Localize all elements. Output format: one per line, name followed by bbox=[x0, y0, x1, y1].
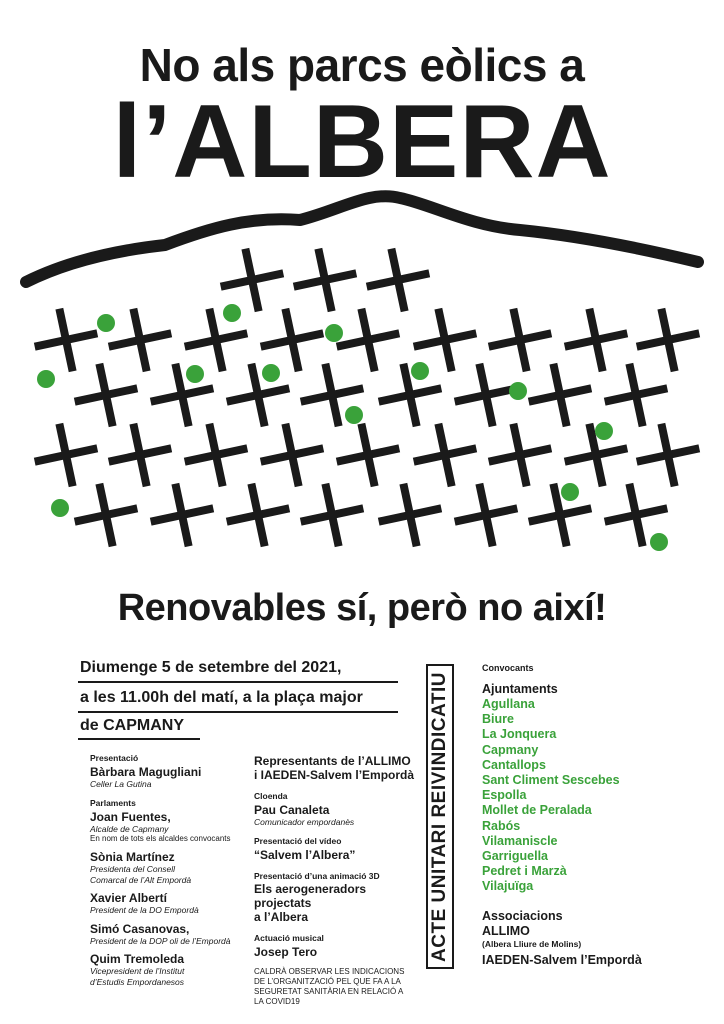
green-dot bbox=[595, 422, 613, 440]
label-presentacio: Presentació bbox=[90, 753, 139, 763]
turbine-cross bbox=[330, 417, 406, 493]
turbine-cross bbox=[214, 242, 290, 318]
turbine-cross bbox=[68, 357, 144, 433]
role-speaker-3: President de la DO Empordà bbox=[90, 905, 199, 915]
turbine-cross bbox=[102, 302, 178, 378]
covid-notice-2: DE L’ORGANITZACIÓ PEL QUE FA A LA bbox=[254, 976, 401, 986]
program-left bbox=[90, 744, 260, 993]
turbine-cross bbox=[630, 417, 706, 493]
vertical-label: ACTE UNITARI REIVINDICATIU bbox=[429, 671, 450, 962]
ajuntament-item: Rabós bbox=[482, 818, 521, 833]
vertical-label-box bbox=[426, 664, 454, 969]
turbine-cross bbox=[522, 357, 598, 433]
ajuntament-item: Mollet de Peralada bbox=[482, 803, 592, 818]
green-dot bbox=[345, 406, 363, 424]
ajuntaments-list bbox=[482, 697, 712, 895]
name-speaker-5: Quim Tremoleda bbox=[90, 952, 185, 966]
name-speaker-3: Xavier Albertí bbox=[90, 891, 167, 905]
name-musica: Josep Tero bbox=[254, 944, 318, 959]
ajuntament-item: La Jonquera bbox=[482, 727, 557, 742]
label-video: Presentació del vídeo bbox=[254, 836, 342, 846]
event-time-place: a les 11.00h del matí, a la plaça major bbox=[80, 689, 363, 706]
assoc-iaeden: IAEDEN-Salvem l’Empordà bbox=[482, 952, 642, 967]
event-town: de CAPMANY bbox=[80, 717, 185, 734]
program-middle bbox=[254, 754, 424, 1013]
green-dot bbox=[650, 533, 668, 551]
mountain-ridge bbox=[26, 196, 698, 282]
turbine-cross bbox=[372, 357, 448, 433]
name-speaker-2: Sònia Martínez bbox=[90, 850, 175, 864]
green-dot bbox=[97, 314, 115, 332]
turbine-cross bbox=[254, 417, 330, 493]
event-date: Diumenge 5 de setembre del 2021, bbox=[80, 659, 342, 676]
role-speaker-1: Alcalde de Capmany bbox=[90, 823, 169, 834]
label-convocants: Convocants bbox=[482, 663, 534, 673]
ajuntament-item: Garriguella bbox=[482, 849, 548, 864]
role-speaker-5a: Vicepresident de l’Institut bbox=[90, 966, 185, 976]
role-speaker-4: President de la DOP oli de l’Empordà bbox=[90, 935, 231, 946]
role-speaker-2b: Comarcal de l’Alt Empordà bbox=[90, 874, 192, 885]
green-dot bbox=[411, 362, 429, 380]
turbine-cross bbox=[220, 477, 296, 553]
mountain-turbines-illustration bbox=[0, 190, 724, 570]
label-cloenda: Cloenda bbox=[254, 791, 288, 801]
convocants-column bbox=[482, 662, 712, 968]
name-cloenda: Pau Canaleta bbox=[254, 802, 330, 817]
green-dot bbox=[509, 382, 527, 400]
name-speaker-4: Simó Casanovas, bbox=[90, 921, 190, 936]
reps-line-2: i IAEDEN-Salvem l’Empordà bbox=[254, 768, 415, 782]
ajuntament-item: Vilamaniscle bbox=[482, 833, 558, 848]
turbine-cross bbox=[630, 302, 706, 378]
green-dot bbox=[186, 365, 204, 383]
green-dot bbox=[51, 499, 69, 517]
slogan: Renovables sí, però no així! bbox=[117, 587, 607, 629]
turbine-cross bbox=[482, 417, 558, 493]
ajuntament-item: Sant Climent Sescebes bbox=[482, 773, 620, 788]
ajuntament-item: Pedret i Marzà bbox=[482, 864, 567, 879]
turbine-cross bbox=[522, 477, 598, 553]
label-animacio: Presentació d’una animació 3D bbox=[254, 870, 380, 881]
ajuntament-item: Capmany bbox=[482, 742, 539, 757]
turbine-cross bbox=[28, 302, 104, 378]
turbine-cross bbox=[448, 477, 524, 553]
ajuntament-item: Cantallops bbox=[482, 757, 546, 772]
note-speaker-1: En nom de tots els alcaldes convocants bbox=[90, 834, 231, 843]
turbine-cross bbox=[598, 357, 674, 433]
label-parlaments: Parlaments bbox=[90, 798, 136, 808]
turbine-cross bbox=[28, 417, 104, 493]
title-line-2: l’ALBERA bbox=[112, 84, 612, 200]
name-video: “Salvem l’Albera” bbox=[254, 847, 356, 862]
ajuntament-item: Agullana bbox=[482, 697, 535, 711]
green-dot bbox=[223, 304, 241, 322]
title-line-1: No als parcs eòlics a bbox=[139, 39, 585, 91]
turbine-cross bbox=[178, 302, 254, 378]
ajuntament-item: Biure bbox=[482, 712, 514, 727]
ajuntament-item: Vilajuïga bbox=[482, 879, 534, 894]
name-animacio-1: Els aerogeneradors projectats bbox=[254, 882, 367, 910]
turbine-cross bbox=[330, 302, 406, 378]
green-dot bbox=[262, 364, 280, 382]
turbine-cross bbox=[68, 477, 144, 553]
turbine-cross bbox=[144, 357, 220, 433]
turbine-crosses bbox=[28, 242, 706, 553]
green-dot bbox=[37, 370, 55, 388]
name-presentacio: Bàrbara Magugliani bbox=[90, 764, 202, 779]
role-speaker-2a: Presidenta del Consell bbox=[90, 864, 176, 874]
rule-2 bbox=[78, 711, 398, 713]
rule-1 bbox=[78, 681, 398, 683]
role-speaker-5b: d’Estudis Empordanesos bbox=[90, 976, 185, 987]
label-musica: Actuació musical bbox=[254, 933, 324, 943]
covid-notice-1: CALDRÀ OBSERVAR LES INDICACIONS bbox=[254, 966, 405, 976]
turbine-cross bbox=[287, 242, 363, 318]
turbine-cross bbox=[407, 417, 483, 493]
role-presentacio: Celler La Gutina bbox=[90, 778, 152, 789]
covid-notice-3: SEGURETAT SANITÀRIA EN RELACIÓ A bbox=[254, 986, 404, 996]
rule-3 bbox=[78, 738, 200, 740]
turbine-cross bbox=[178, 417, 254, 493]
turbine-cross bbox=[372, 477, 448, 553]
reps-line-1: Representants de l’ALLIMO bbox=[254, 754, 411, 768]
turbine-cross bbox=[102, 417, 178, 493]
green-dot bbox=[561, 483, 579, 501]
turbine-cross bbox=[558, 302, 634, 378]
covid-notice-4: LA COVID19 bbox=[254, 996, 300, 1006]
turbine-cross bbox=[294, 477, 370, 553]
role-cloenda: Comunicador empordanès bbox=[254, 816, 355, 827]
ajuntaments-heading: Ajuntaments bbox=[482, 682, 558, 696]
assoc-allimo-sub: (Albera Lliure de Molins) bbox=[482, 938, 582, 949]
assoc-allimo: ALLIMO bbox=[482, 923, 530, 938]
ajuntament-item: Espolla bbox=[482, 788, 527, 803]
associacions-heading: Associacions bbox=[482, 908, 563, 923]
green-dot bbox=[325, 324, 343, 342]
turbine-cross bbox=[144, 477, 220, 553]
name-animacio-2: a l’Albera bbox=[254, 910, 309, 924]
turbine-cross bbox=[220, 357, 296, 433]
turbine-cross bbox=[360, 242, 436, 318]
turbine-cross bbox=[482, 302, 558, 378]
name-speaker-1: Joan Fuentes, bbox=[90, 809, 171, 824]
